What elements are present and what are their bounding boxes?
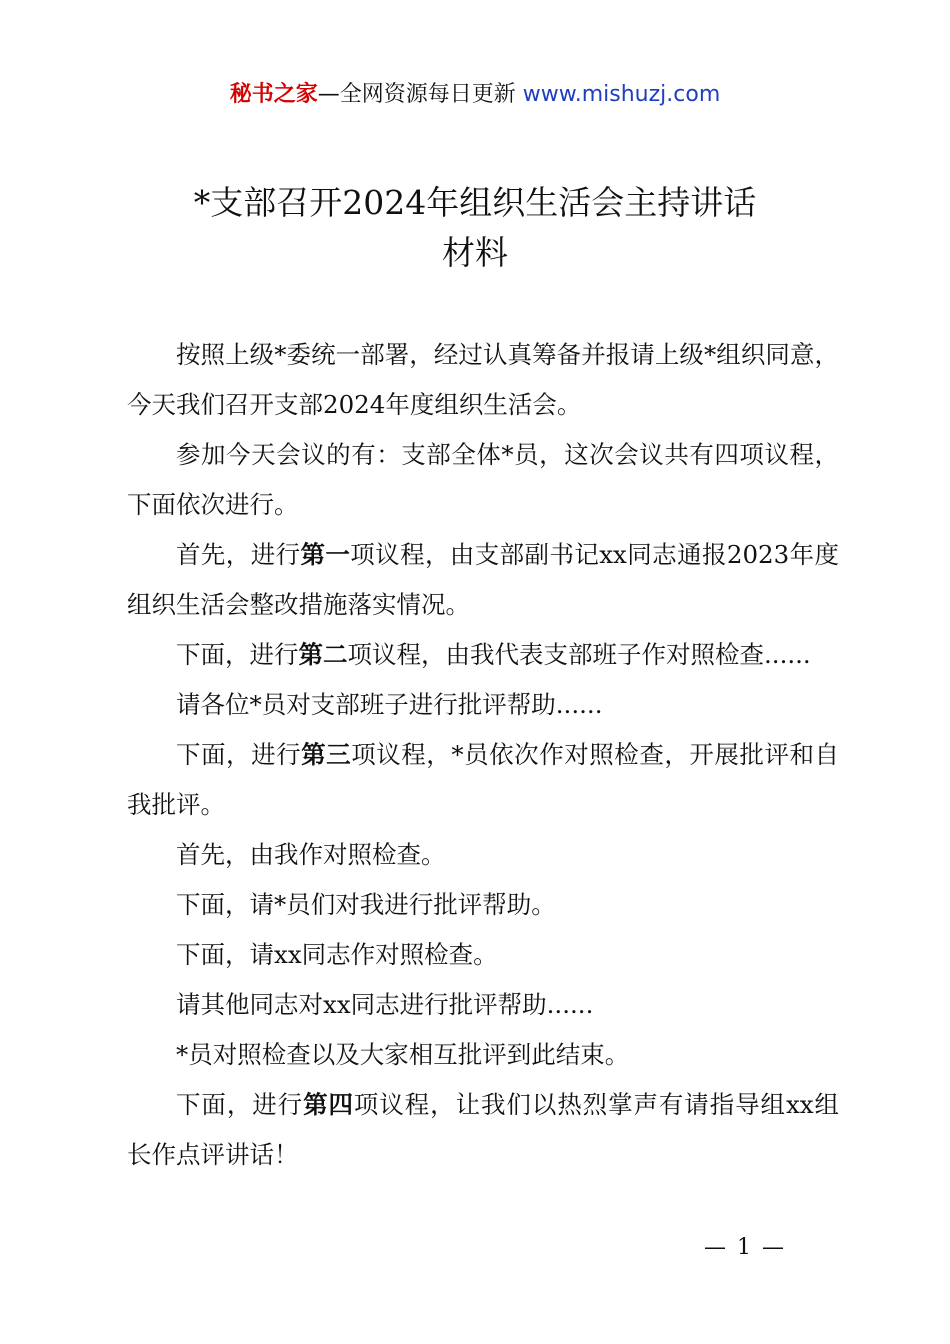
paragraph (127, 630, 839, 680)
brand-name: 秘书之家 (229, 82, 318, 107)
title-line-2: 材料 (442, 233, 508, 272)
paragraph-text: 项议程，由我代表支部班子作对照检查...... (347, 640, 811, 669)
document-title (0, 178, 950, 278)
paragraph: *员对照检查以及大家相互批评到此结束。 (176, 1040, 630, 1069)
paragraph (127, 530, 839, 630)
paragraph: 按照上级*委统一部署，经过认真筹备并报请上级*组织同意，今天我们召开支部2024年度组织生活会。 (127, 340, 839, 419)
site-url-link[interactable]: www.mishuzj.com (515, 82, 721, 107)
paragraph: 首先，由我作对照检查。 (176, 840, 446, 869)
header-slogan: —全网资源每日更新 (317, 82, 516, 107)
paragraph-text: 下面，进行 (176, 1090, 304, 1119)
agenda-item-second: 第二 (298, 640, 348, 669)
paragraph: 请其他同志对xx同志进行批评帮助...... (176, 990, 594, 1019)
agenda-item-first: 第一 (300, 540, 351, 569)
paragraph-text: 项议程，*员依次作对照检查，开展批评和自我批评。 (127, 740, 840, 819)
paragraph-text: 项议程，让我们以热烈掌声有请指导组xx组长作点评讲话！ (127, 1090, 840, 1169)
agenda-item-fourth: 第四 (303, 1090, 354, 1119)
paragraph-text: 项议程，由支部副书记xx同志通报2023年度组织生活会整改措施落实情况。 (127, 540, 840, 619)
title-line-1: *支部召开2024年组织生活会主持讲话 (193, 183, 757, 222)
paragraph (127, 730, 839, 830)
agenda-item-third: 第三 (301, 740, 352, 769)
paragraph: 参加今天会议的有：支部全体*员，这次会议共有四项议程，下面依次进行。 (127, 440, 839, 519)
paragraph-text: 下面，进行 (176, 740, 302, 769)
paragraph: 下面，请*员们对我进行批评帮助。 (176, 890, 556, 919)
paragraph: 下面，请xx同志作对照检查。 (176, 940, 498, 969)
document-body (127, 330, 839, 1180)
page-number: — 1 — (704, 1235, 786, 1260)
paragraph (127, 1080, 839, 1180)
site-header (0, 78, 950, 112)
paragraph-text: 下面，进行 (176, 640, 299, 669)
paragraph: 请各位*员对支部班子进行批评帮助...... (176, 690, 603, 719)
paragraph-text: 首先，进行 (176, 540, 301, 569)
